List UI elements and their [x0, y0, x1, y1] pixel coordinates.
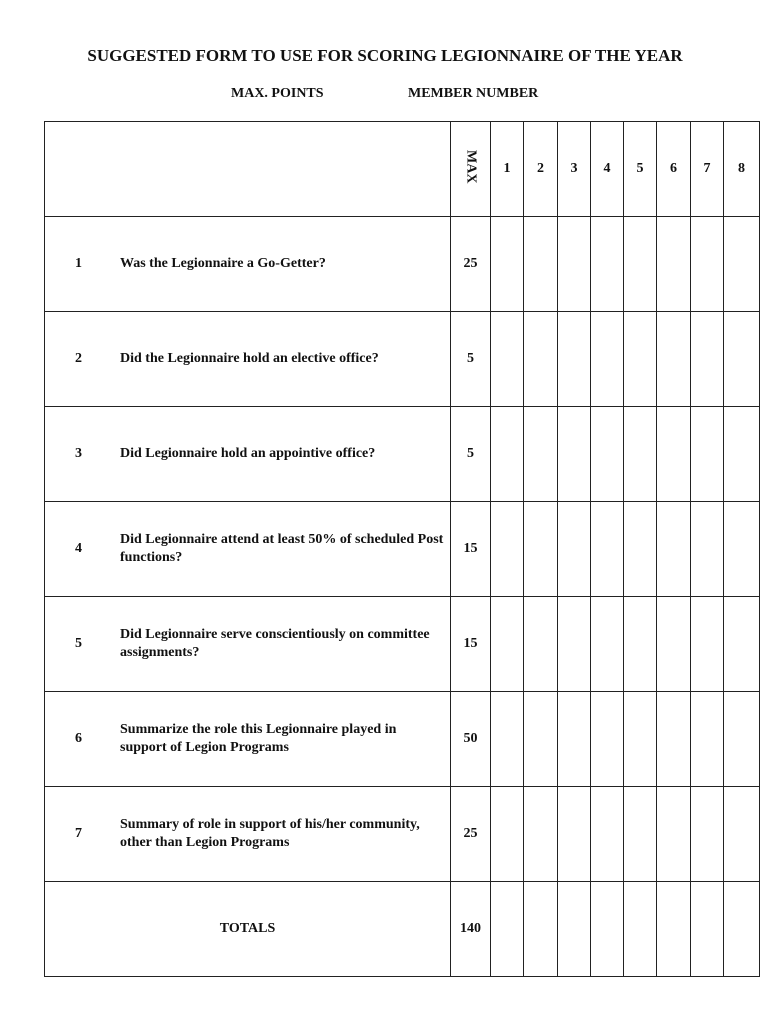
totals-max-value: 140 — [451, 882, 491, 977]
score-cell[interactable] — [491, 692, 524, 787]
totals-row — [45, 882, 760, 977]
row-number: 2 — [75, 351, 82, 366]
score-cell[interactable] — [524, 217, 558, 312]
score-cell[interactable] — [724, 597, 760, 692]
score-cell[interactable] — [657, 597, 691, 692]
score-cell[interactable] — [691, 502, 724, 597]
member-col-1-header: 1 — [491, 122, 524, 217]
score-cell[interactable] — [624, 312, 657, 407]
scoring-table — [44, 121, 760, 977]
table-row — [45, 787, 760, 882]
score-cell[interactable] — [558, 787, 591, 882]
score-cell[interactable] — [724, 217, 760, 312]
score-cell[interactable] — [558, 312, 591, 407]
total-cell[interactable] — [624, 882, 657, 977]
score-cell[interactable] — [724, 312, 760, 407]
max-header: MAX — [463, 149, 479, 184]
score-cell[interactable] — [657, 407, 691, 502]
question-cell — [45, 502, 451, 597]
table-row — [45, 502, 760, 597]
question-text: Summarize the role this Legionnaire played in support of Legion Programs — [120, 722, 397, 755]
table-row — [45, 597, 760, 692]
score-cell[interactable] — [624, 502, 657, 597]
question-text: Did Legionnaire hold an appointive office? — [120, 446, 376, 461]
score-cell[interactable] — [524, 597, 558, 692]
total-cell[interactable] — [657, 882, 691, 977]
question-cell — [45, 787, 451, 882]
score-cell[interactable] — [558, 692, 591, 787]
member-number-label: MEMBER NUMBER — [408, 86, 539, 101]
question-text: Did Legionnaire attend at least 50% of scheduled Post functions? — [120, 532, 444, 565]
score-cell[interactable] — [691, 407, 724, 502]
score-cell[interactable] — [624, 407, 657, 502]
question-cell — [45, 217, 451, 312]
total-cell[interactable] — [558, 882, 591, 977]
score-cell[interactable] — [491, 217, 524, 312]
score-cell[interactable] — [724, 502, 760, 597]
max-points-value: 50 — [451, 692, 491, 787]
total-cell[interactable] — [491, 882, 524, 977]
question-text: Did the Legionnaire hold an elective office? — [120, 351, 379, 366]
score-cell[interactable] — [524, 312, 558, 407]
member-col-3-header: 3 — [558, 122, 591, 217]
score-cell[interactable] — [591, 407, 624, 502]
header-row — [45, 122, 760, 217]
score-cell[interactable] — [591, 787, 624, 882]
score-cell[interactable] — [724, 787, 760, 882]
row-number: 1 — [75, 256, 82, 271]
score-cell[interactable] — [691, 692, 724, 787]
question-cell — [45, 407, 451, 502]
total-cell[interactable] — [724, 882, 760, 977]
table-row — [45, 312, 760, 407]
score-cell[interactable] — [491, 597, 524, 692]
score-cell[interactable] — [691, 787, 724, 882]
member-col-8-header: 8 — [724, 122, 760, 217]
member-col-7-header: 7 — [691, 122, 724, 217]
max-points-value: 15 — [451, 597, 491, 692]
max-points-value: 25 — [451, 217, 491, 312]
question-cell — [45, 597, 451, 692]
question-text: Summary of role in support of his/her community, other than Legion Programs — [120, 817, 420, 850]
row-number: 6 — [75, 731, 82, 746]
max-header-cell — [451, 122, 491, 217]
score-cell[interactable] — [624, 787, 657, 882]
score-cell[interactable] — [591, 217, 624, 312]
form-title: SUGGESTED FORM TO USE FOR SCORING LEGIONNAIRE OF THE YEAR — [87, 46, 683, 65]
row-number: 7 — [75, 826, 82, 841]
score-cell[interactable] — [624, 217, 657, 312]
question-cell — [45, 692, 451, 787]
member-col-6-header: 6 — [657, 122, 691, 217]
row-number: 4 — [75, 541, 82, 556]
table-row — [45, 407, 760, 502]
question-text: Did Legionnaire serve conscientiously on committee assignments? — [120, 627, 430, 660]
score-cell[interactable] — [524, 787, 558, 882]
score-cell[interactable] — [724, 692, 760, 787]
question-text: Was the Legionnaire a Go-Getter? — [120, 256, 326, 271]
total-cell[interactable] — [691, 882, 724, 977]
score-cell[interactable] — [491, 787, 524, 882]
score-cell[interactable] — [624, 597, 657, 692]
max-points-label: MAX. POINTS — [231, 86, 324, 101]
table-row — [45, 217, 760, 312]
score-cell[interactable] — [524, 692, 558, 787]
score-cell[interactable] — [491, 312, 524, 407]
member-col-2-header: 2 — [524, 122, 558, 217]
score-cell[interactable] — [558, 217, 591, 312]
max-points-value: 25 — [451, 787, 491, 882]
score-cell[interactable] — [657, 692, 691, 787]
score-cell[interactable] — [657, 787, 691, 882]
max-points-value: 15 — [451, 502, 491, 597]
total-cell[interactable] — [591, 882, 624, 977]
score-cell[interactable] — [591, 597, 624, 692]
score-cell[interactable] — [491, 502, 524, 597]
score-cell[interactable] — [591, 312, 624, 407]
score-cell[interactable] — [558, 597, 591, 692]
score-cell[interactable] — [724, 407, 760, 502]
score-cell[interactable] — [558, 502, 591, 597]
score-cell[interactable] — [691, 217, 724, 312]
max-points-value: 5 — [451, 407, 491, 502]
row-number: 5 — [75, 636, 82, 651]
header-blank-cell — [45, 122, 451, 217]
score-cell[interactable] — [591, 502, 624, 597]
question-cell — [45, 312, 451, 407]
score-cell[interactable] — [491, 407, 524, 502]
totals-label: TOTALS — [45, 882, 451, 977]
score-cell[interactable] — [624, 692, 657, 787]
row-number: 3 — [75, 446, 82, 461]
score-cell[interactable] — [558, 407, 591, 502]
score-cell[interactable] — [591, 692, 624, 787]
total-cell[interactable] — [524, 882, 558, 977]
score-cell[interactable] — [524, 502, 558, 597]
table-row — [45, 692, 760, 787]
score-cell[interactable] — [657, 502, 691, 597]
score-cell[interactable] — [657, 217, 691, 312]
member-col-5-header: 5 — [624, 122, 657, 217]
member-col-4-header: 4 — [591, 122, 624, 217]
score-cell[interactable] — [524, 407, 558, 502]
score-cell[interactable] — [691, 312, 724, 407]
score-cell[interactable] — [691, 597, 724, 692]
score-cell[interactable] — [657, 312, 691, 407]
max-points-value: 5 — [451, 312, 491, 407]
